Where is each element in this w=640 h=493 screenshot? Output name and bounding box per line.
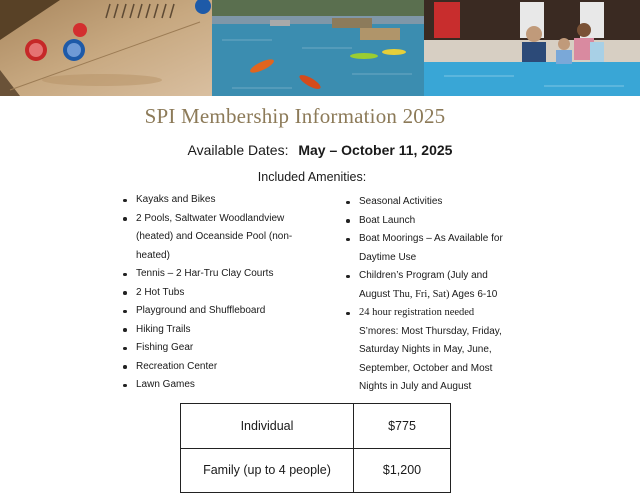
kayaks-photo (212, 0, 424, 96)
list-item: Boat Launch (346, 212, 511, 231)
list-item: Recreation Center (123, 358, 298, 377)
list-item: Boat Moorings – As Available for Daytime Use (346, 230, 511, 267)
childrens-program-days: Thu, Fri, Sat) (392, 288, 450, 300)
list-item: Playground and Shuffleboard (123, 302, 298, 321)
list-item: Fishing Gear (123, 339, 298, 358)
fees-table (180, 403, 451, 493)
amenities-list-right (346, 193, 511, 397)
shuffleboard-photo (0, 0, 212, 96)
list-item: 2 Pools, Saltwater Woodlandview (heated) and Oceanside Pool (non-heated) (123, 210, 298, 266)
photo-strip (0, 0, 640, 96)
available-dates (0, 142, 640, 158)
available-dates-value: May – October 11, 2025 (298, 142, 453, 158)
available-dates-label: Available Dates: (187, 142, 289, 158)
fee-price: $1,200 (354, 448, 451, 493)
pool-photo (424, 0, 640, 96)
list-item (346, 304, 511, 397)
list-item: Hiking Trails (123, 321, 298, 340)
table-row (181, 448, 451, 493)
list-item: Seasonal Activities (346, 193, 511, 212)
list-item: Tennis – 2 Har-Tru Clay Courts (123, 265, 298, 284)
registration-note: 24 hour registration needed (359, 307, 475, 318)
childrens-program-ages: Ages 6-10 (449, 288, 498, 300)
list-item: Kayaks and Bikes (123, 191, 298, 210)
list-item (346, 267, 511, 304)
fee-price: $775 (354, 404, 451, 449)
amenities-heading: Included Amenities: (257, 170, 367, 184)
list-item: 2 Hot Tubs (123, 284, 298, 303)
childrens-program-text: Children’s Program (July and August (359, 270, 488, 300)
list-item: Lawn Games (123, 376, 298, 395)
table-row (181, 404, 451, 449)
smores-text: S’mores: Most Thursday, Friday, Saturday Nights in May, June, September, October and Most Nights in July and August (359, 325, 502, 392)
fee-name: Family (up to 4 people) (181, 448, 354, 493)
page-title: SPI Membership Information 2025 (144, 104, 446, 128)
fee-name: Individual (181, 404, 354, 449)
amenities-list-left (123, 191, 298, 395)
